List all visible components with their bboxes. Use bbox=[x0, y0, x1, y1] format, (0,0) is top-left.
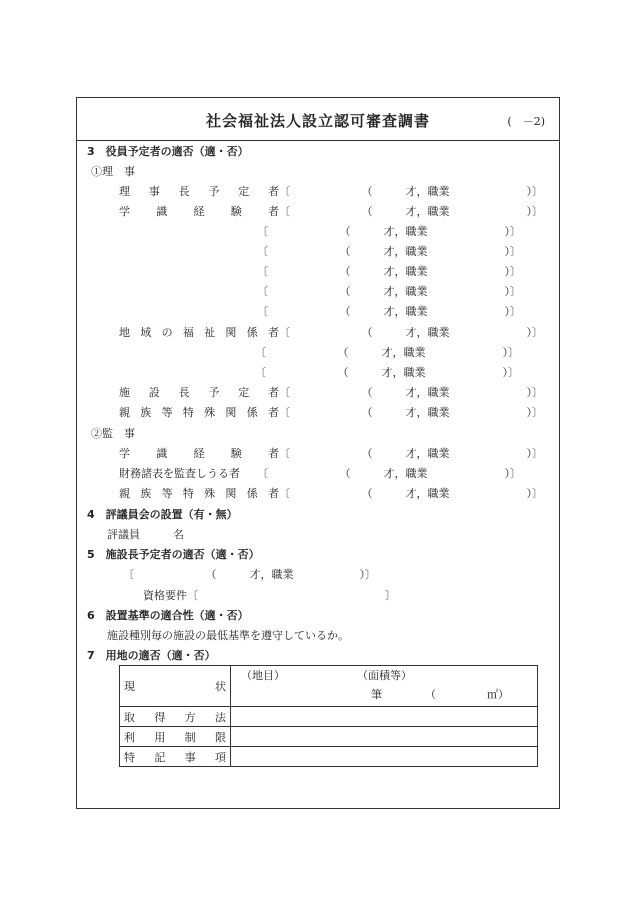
officer-label: 理事長予定者 bbox=[119, 185, 279, 198]
section-4-heading: 4 評議員会の設置（有・無） bbox=[87, 508, 238, 521]
officer-entry: 〔 （ 才，職業 ）〕 bbox=[279, 406, 543, 419]
director-entry: 〔 （ 才，職業 ）〕 bbox=[123, 568, 376, 581]
officer-entry: 〔 （ 才，職業 ）〕 bbox=[279, 386, 543, 399]
officer-entry: 〔 （ 才，職業 ）〕 bbox=[255, 366, 519, 379]
auditor-label: 学識経験者 bbox=[119, 447, 279, 460]
qualification-entry: 資格要件〔 〕 bbox=[143, 589, 396, 602]
auditor-entry: 〔 （ 才，職業 ）〕 bbox=[279, 447, 543, 460]
land-table bbox=[119, 665, 538, 767]
table-row bbox=[120, 727, 538, 747]
auditor-label: 財務諸表を監査しうる者 bbox=[119, 467, 240, 480]
special-notes-cell[interactable] bbox=[231, 747, 538, 767]
section-7-heading: 7 用地の適否（適・否） bbox=[87, 649, 216, 662]
area-label: （面積等） bbox=[357, 669, 412, 682]
usage-restriction-cell[interactable] bbox=[231, 727, 538, 747]
officer-entry: 〔 （ 才，職業 ）〕 bbox=[257, 225, 521, 238]
officer-label: 施設長予定者 bbox=[119, 386, 279, 399]
officer-entry: 〔 （ 才，職業 ）〕 bbox=[279, 326, 543, 339]
officer-entry: 〔 （ 才，職業 ）〕 bbox=[257, 265, 521, 278]
square-meter-unit: ㎡） bbox=[487, 688, 509, 701]
document-title: 社会福祉法人設立認可審査調書 bbox=[205, 112, 430, 130]
officer-entry: 〔 （ 才，職業 ）〕 bbox=[257, 305, 521, 318]
councilor-count: 評議員 名 bbox=[107, 528, 184, 541]
parcel-unit: 筆 bbox=[371, 688, 382, 701]
section-6-heading: 6 設置基準の適合性（適・否） bbox=[87, 609, 249, 622]
page-number: ( －2) bbox=[507, 115, 545, 128]
row-label: 現状 bbox=[124, 680, 226, 693]
row-label: 特記事項 bbox=[124, 750, 226, 764]
officer-label: 親族等特殊関係者 bbox=[119, 406, 279, 419]
kanji-subheading: ②監 事 bbox=[91, 427, 135, 440]
officer-entry: 〔 （ 才，職業 ）〕 bbox=[255, 346, 519, 359]
row-label-cell bbox=[120, 727, 231, 747]
table-row bbox=[120, 747, 538, 767]
form-frame bbox=[76, 97, 560, 809]
section-5-heading: 5 施設長予定者の適否（適・否） bbox=[87, 548, 260, 561]
officer-label: 地域の福祉関係者 bbox=[119, 326, 279, 339]
row-label-cell bbox=[120, 707, 231, 727]
row-label: 利用制限 bbox=[124, 730, 226, 744]
table-row bbox=[120, 666, 538, 707]
auditor-entry: 〔 （ 才，職業 ）〕 bbox=[279, 487, 543, 500]
officer-label: 学識経験者 bbox=[119, 205, 279, 218]
section-3-heading: 3 役員予定者の適否（適・否） bbox=[87, 145, 249, 158]
table-row bbox=[120, 707, 538, 727]
officer-entry: 〔 （ 才，職業 ）〕 bbox=[279, 205, 543, 218]
current-state-cell[interactable] bbox=[231, 666, 538, 707]
title-bar bbox=[77, 98, 559, 141]
auditor-label: 親族等特殊関係者 bbox=[119, 487, 279, 500]
auditor-entry: 〔 （ 才，職業 ）〕 bbox=[257, 467, 521, 480]
land-category-label: （地目） bbox=[241, 669, 285, 682]
officer-entry: 〔 （ 才，職業 ）〕 bbox=[257, 285, 521, 298]
riji-subheading: ①理 事 bbox=[91, 165, 135, 178]
officer-entry: 〔 （ 才，職業 ）〕 bbox=[257, 245, 521, 258]
row-label: 取得方法 bbox=[124, 710, 226, 724]
standard-check-text: 施設種別毎の施設の最低基準を遵守しているか。 bbox=[107, 629, 349, 642]
area-open-paren: （ bbox=[425, 688, 436, 701]
row-label-cell bbox=[120, 747, 231, 767]
row-label-cell bbox=[120, 666, 231, 707]
officer-entry: 〔 （ 才，職業 ）〕 bbox=[279, 185, 543, 198]
acquisition-method-cell[interactable] bbox=[231, 707, 538, 727]
